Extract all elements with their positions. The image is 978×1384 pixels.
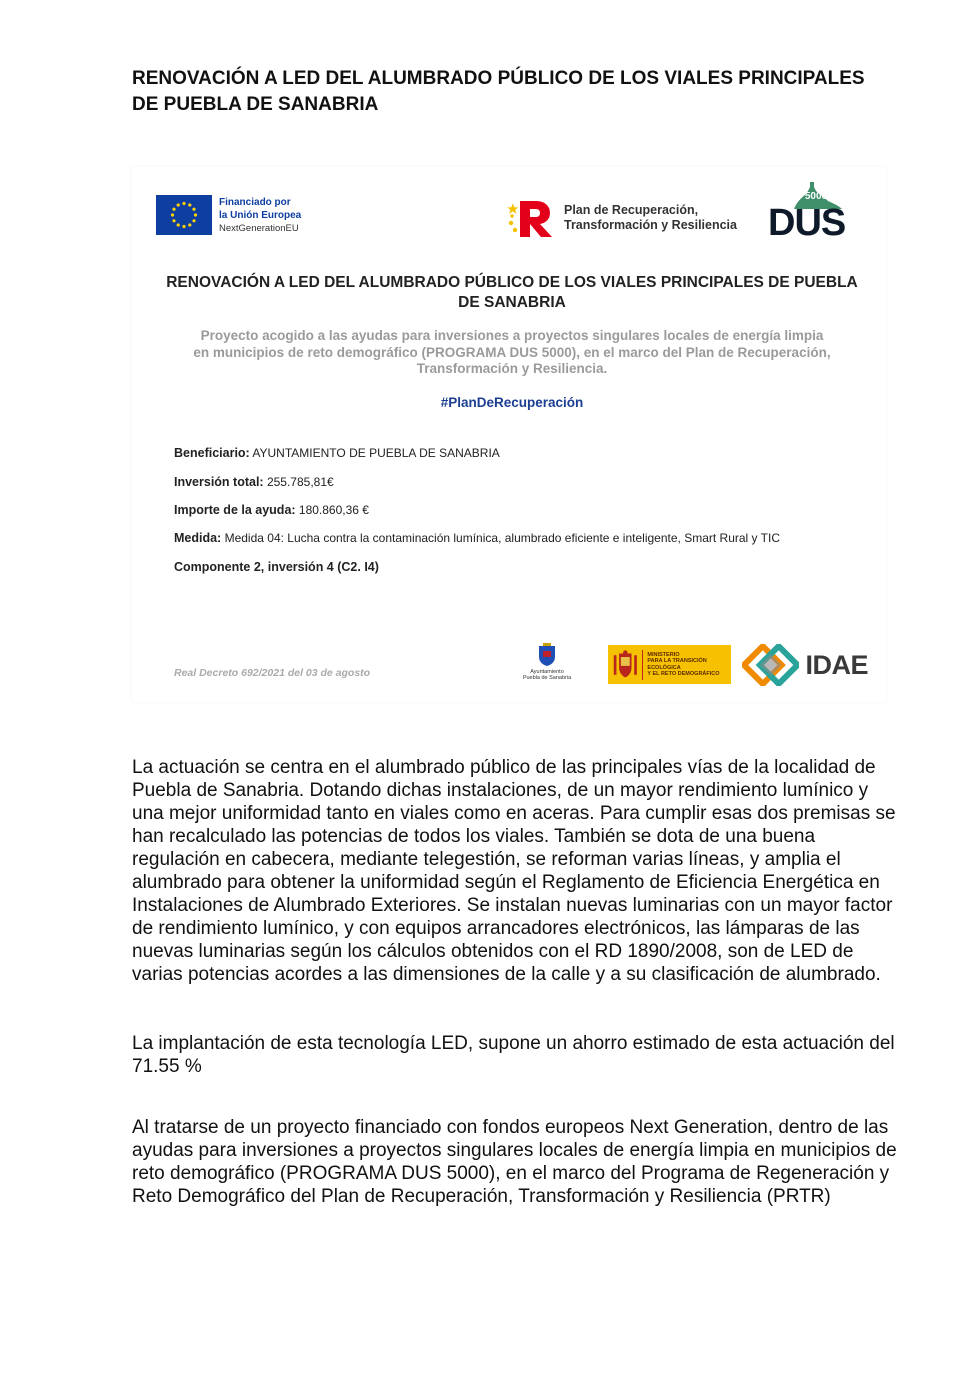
decree-reference: Real Decreto 692/2021 del 03 de agosto xyxy=(174,667,371,679)
prtr-r-icon xyxy=(506,197,554,239)
info-beneficiario xyxy=(174,446,500,460)
ministerio-line2: PARA LA TRANSICIÓN ECOLÓGICA xyxy=(647,658,707,671)
eu-logo-line2: la Unión Europea xyxy=(219,209,302,221)
ayuntamiento-line1: Ayuntamiento xyxy=(530,669,564,675)
paragraph-1: La actuación se centra en el alumbrado público de las principales vías de la localidad de Puebla de Sanabria. Dotando dichas instalaciones, de un mayor rendimiento lumínico y una mejor uniformidad tanto en viales como en aceras. Para cumplir esas dos premisas se han recalculado las potencias de todos los viales. También se dota de una buena regulación en cabecera, mediante telegestión, se reforman varias líneas, y amplia el alumbrado para obtener la uniformidad según el Reglamento de Eficiencia Energética en Instalaciones de Alumbrado Exteriores. Se instalan nuevas luminarias con un mayor factor de rendimiento lumínico, y con equipos arrancadores electrónicos, las lámparas de las nuevas luminarias según los cálculos obtenidos con el RD 1890/2008, son de LED de varias potencias acordes a las dimensiones de la calle y a su clasificación de alumbrado. xyxy=(132,757,896,985)
funding-poster xyxy=(132,167,886,702)
idae-logo xyxy=(742,643,868,687)
ayuntamiento-logo xyxy=(522,643,572,687)
dus-5000-logo xyxy=(768,181,850,244)
eu-flag-icon xyxy=(156,195,212,235)
ayuntamiento-line2: Puebla de Sanabria xyxy=(522,675,572,681)
info-importe-ayuda xyxy=(174,503,369,517)
poster-subtitle: Proyecto acogido a las ayudas para inversiones a proyectos singulares locales de energía limpia en municipios de reto demográfico (PROGRAMA DUS 5000), en el marco del Plan de Recuperación, Transformación y Resiliencia. xyxy=(193,328,831,376)
ministerio-line1: MINISTERIO xyxy=(647,651,680,658)
idae-logo-word: IDAE xyxy=(805,649,868,680)
info-label: Beneficiario: xyxy=(174,446,250,460)
prtr-logo-line1: Plan de Recuperación, xyxy=(564,203,699,217)
idae-diamond-icon xyxy=(742,644,799,686)
info-label: Medida: xyxy=(174,531,222,545)
ministerio-line3: Y EL RETO DEMOGRÁFICO xyxy=(647,671,720,677)
prtr-logo-line2: Transformación y Resiliencia xyxy=(564,218,737,232)
eu-logo-line1: Financiado por xyxy=(219,196,291,208)
info-inversion-total xyxy=(174,475,334,489)
info-label: Inversión total: xyxy=(174,475,264,489)
info-label: Componente 2, inversión 4 (C2. I4) xyxy=(174,560,379,574)
info-value: AYUNTAMIENTO DE PUEBLA DE SANABRIA xyxy=(252,446,500,460)
document-title: RENOVACIÓN A LED DEL ALUMBRADO PÚBLICO DE LOS VIALES PRINCIPALES DE PUEBLA DE SANABRIA xyxy=(132,68,865,115)
poster-title: RENOVACIÓN A LED DEL ALUMBRADO PÚBLICO DE LOS VIALES PRINCIPALES DE PUEBLA DE SANABRIA xyxy=(166,274,858,311)
info-medida xyxy=(174,531,780,545)
eu-logo-line3: NextGenerationEU xyxy=(219,222,299,234)
hashtag-link[interactable]: #PlanDeRecuperación xyxy=(440,395,584,410)
info-label: Importe de la ayuda: xyxy=(174,503,296,517)
paragraph-3: Al tratarse de un proyecto financiado con fondos europeos Next Generation, dentro de las ayudas para inversiones a proyectos singulares locales de energía limpia en municipios de reto demográfico (PROGRAMA DUS 5000), en el marco del Programa de Regeneración y Reto Demográfico del Plan de Recuperación, Transformación y Resiliencia (PRTR) xyxy=(132,1117,897,1207)
info-value: 255.785,81€ xyxy=(266,475,334,489)
dus-logo-number: 5000 xyxy=(804,191,828,202)
prtr-logo xyxy=(506,197,737,239)
eu-funding-logo xyxy=(156,195,301,235)
info-value: 180.860,36 € xyxy=(298,503,369,517)
ayuntamiento-shield-icon xyxy=(537,643,557,667)
info-componente xyxy=(174,560,379,574)
dus-logo-word: DUS xyxy=(768,202,846,244)
paragraph-2: La implantación de esta tecnología LED, supone un ahorro estimado de esta actuación del 71.55 % xyxy=(132,1033,895,1077)
ministerio-logo xyxy=(608,645,731,684)
spain-coat-of-arms-icon xyxy=(612,648,639,682)
info-value: Medida 04: Lucha contra la contaminación lumínica, alumbrado eficiente e inteligente, Smart Rural y TIC xyxy=(224,531,780,545)
